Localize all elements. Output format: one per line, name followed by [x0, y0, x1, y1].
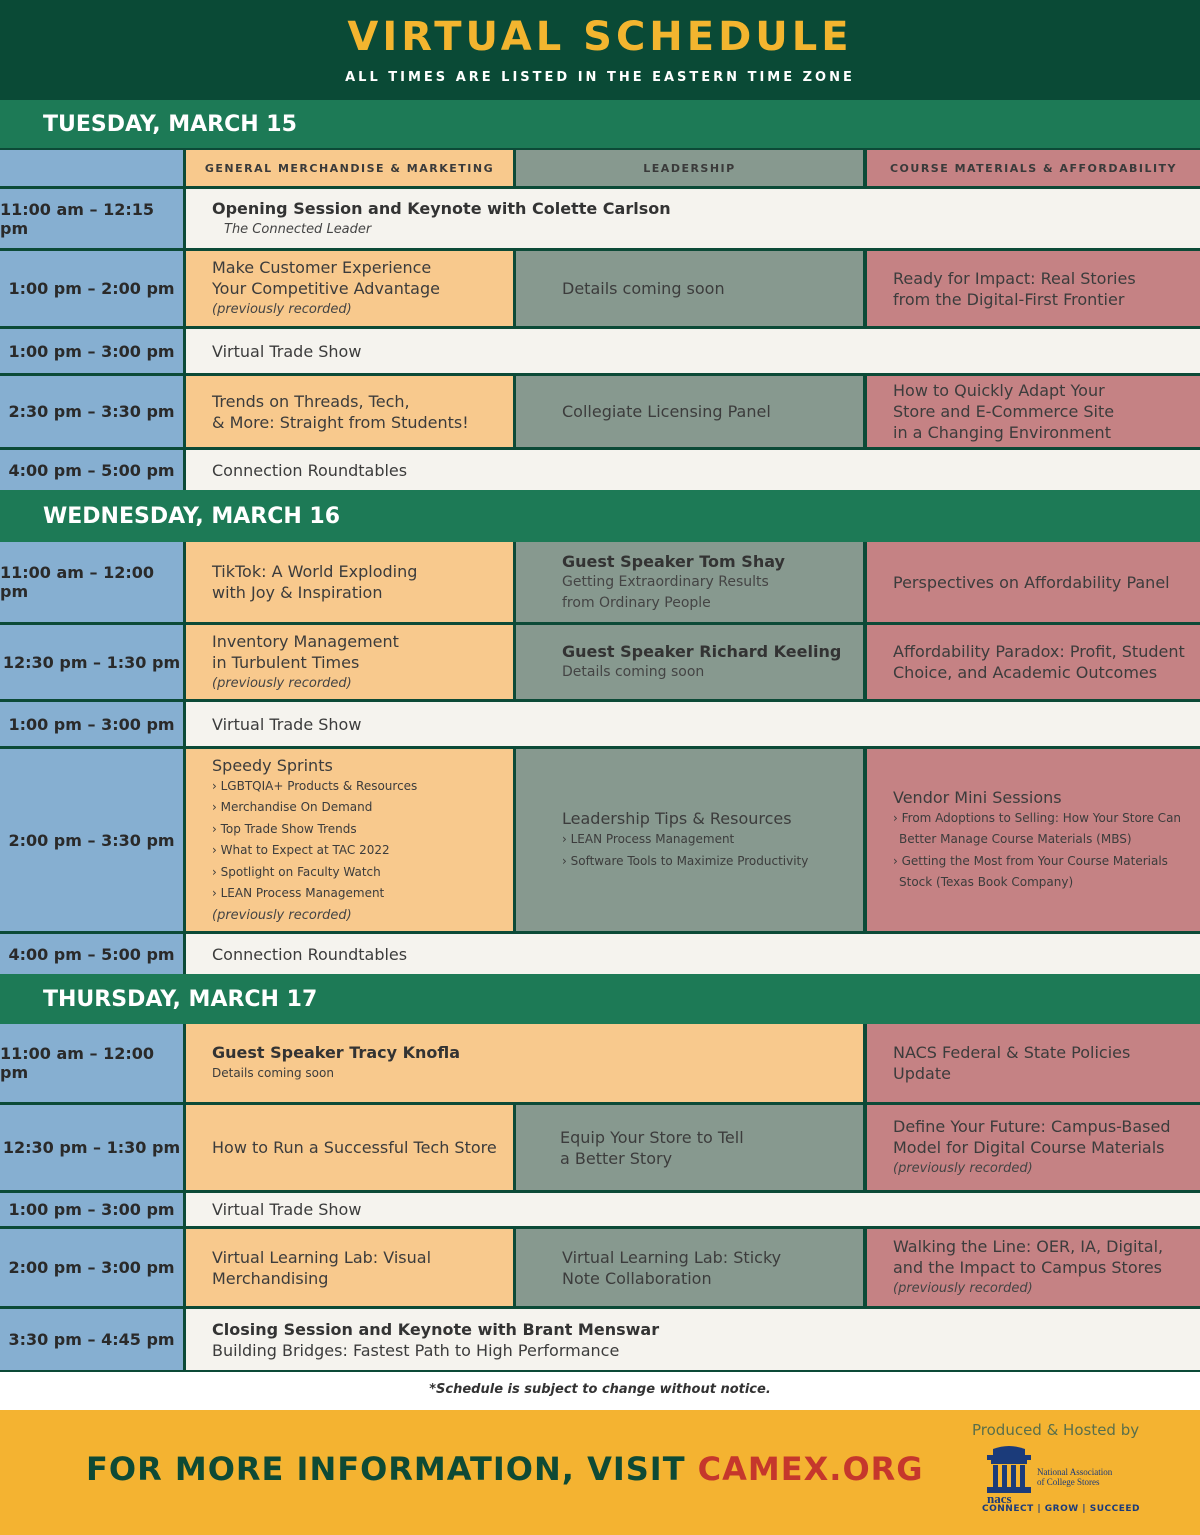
session-gm: [186, 625, 513, 699]
session-title-line: Make Customer Experience: [212, 258, 432, 277]
session-title-line: TikTok: A World Exploding: [212, 562, 418, 581]
list-item-continued: Better Manage Course Materials (MBS): [899, 832, 1132, 846]
session-connection-roundtables: [186, 934, 1200, 974]
time-slot: 1:00 pm – 3:00 pm: [0, 702, 183, 746]
time-slot: 1:00 pm – 3:00 pm: [0, 329, 183, 373]
time-slot: 2:00 pm – 3:30 pm: [0, 749, 183, 931]
session-title-line: Affordability Paradox: Profit, Student: [893, 642, 1185, 661]
session-subtitle: Details coming soon: [212, 1065, 334, 1080]
session-title: Perspectives on Affordability Panel: [893, 572, 1170, 592]
time-slot: 2:30 pm – 3:30 pm: [0, 376, 183, 447]
day-label: THURSDAY, MARCH 17: [43, 986, 318, 1012]
session-title-line: Walking the Line: OER, IA, Digital,: [893, 1237, 1164, 1256]
schedule-disclaimer: *Schedule is subject to change without notice.: [429, 1382, 771, 1397]
session-gm: [186, 251, 513, 326]
list-item: › LEAN Process Management: [562, 832, 735, 846]
session-title-line: Store and E-Commerce Site: [893, 402, 1115, 421]
session-leadership-tips: [516, 749, 863, 931]
session-course-materials: [867, 1229, 1200, 1306]
time-slot: 2:00 pm – 3:00 pm: [0, 1229, 183, 1306]
session-leadership: [516, 251, 863, 326]
time-slot: 11:00 am – 12:00 pm: [0, 1024, 183, 1102]
org-mark: nacs: [987, 1491, 1012, 1505]
session-title: Connection Roundtables: [212, 460, 408, 480]
session-title-line: Your Competitive Advantage: [212, 279, 440, 298]
session-title-line: Ready for Impact: Real Stories: [893, 268, 1136, 288]
session-gm: [186, 1229, 513, 1306]
session-title: Opening Session and Keynote with Colette Carlson: [212, 198, 671, 218]
session-title: Collegiate Licensing Panel: [562, 402, 771, 421]
time-slot: 11:00 am – 12:00 pm: [0, 542, 183, 622]
session-title: Virtual Trade Show: [212, 1200, 362, 1219]
session-course-materials: [867, 376, 1200, 447]
session-gm: [186, 376, 513, 447]
time-slot: 12:30 pm – 1:30 pm: [0, 625, 183, 699]
session-closing-keynote: [186, 1309, 1200, 1370]
session-title-line: Note Collaboration: [562, 1268, 712, 1288]
session-opening-keynote: [186, 189, 1200, 248]
session-virtual-trade-show: [186, 329, 1200, 373]
day-heading-tuesday: [0, 100, 1200, 148]
list-item: › LGBTQIA+ Products & Resources: [212, 778, 418, 793]
time-slot: 4:00 pm – 5:00 pm: [0, 934, 183, 974]
time-slot: 1:00 pm – 2:00 pm: [0, 251, 183, 326]
session-title-line: with Joy & Inspiration: [212, 583, 383, 602]
session-note: (previously recorded): [212, 907, 352, 923]
session-subtitle: Building Bridges: Fastest Path to High Performance: [212, 1340, 620, 1360]
list-item: › Spotlight on Faculty Watch: [212, 864, 381, 879]
org-tagline: CONNECT | GROW | SUCCEED: [982, 1504, 1140, 1514]
list-item: › Getting the Most from Your Course Materials: [893, 853, 1168, 868]
session-title: Guest Speaker Richard Keeling: [562, 642, 842, 661]
session-title-line: Merchandising: [212, 1268, 329, 1288]
time-slot: 4:00 pm – 5:00 pm: [0, 450, 183, 490]
session-title-line: Virtual Learning Lab: Visual: [212, 1247, 432, 1267]
time-slot: 12:30 pm – 1:30 pm: [0, 1105, 183, 1190]
session-title: How to Run a Successful Tech Store: [212, 1138, 497, 1157]
session-title: NACS Federal & State Policies Update: [893, 1043, 1131, 1083]
nacs-logo-icon: [985, 1445, 1125, 1505]
session-title-line: Choice, and Academic Outcomes: [893, 663, 1158, 682]
session-gm-speedy-sprints: [186, 749, 513, 931]
column-header-gm: GENERAL MERCHANDISE & MARKETING: [186, 150, 513, 186]
session-leadership: [516, 1105, 863, 1190]
session-title-line: a Better Story: [560, 1148, 673, 1168]
session-title-line: & More: Straight from Students!: [212, 412, 469, 432]
session-title-line: and the Impact to Campus Stores: [893, 1258, 1163, 1277]
session-title-line: in a Changing Environment: [893, 423, 1111, 442]
session-subtitle: The Connected Leader: [224, 221, 372, 237]
session-course-materials: [867, 542, 1200, 622]
footer: [0, 1410, 1200, 1535]
session-note: (previously recorded): [893, 1281, 1033, 1296]
session-title: Virtual Trade Show: [212, 341, 362, 361]
session-note: (previously recorded): [212, 302, 352, 317]
session-title-line: Define Your Future: Campus-Based: [893, 1117, 1171, 1136]
column-header-course-materials: COURSE MATERIALS & AFFORDABILITY: [867, 150, 1200, 186]
session-note: (previously recorded): [212, 675, 352, 691]
session-course-materials: [867, 625, 1200, 699]
footer-cta: [86, 1450, 924, 1488]
session-virtual-trade-show: [186, 1193, 1200, 1226]
column-header-leadership: LEADERSHIP: [516, 150, 863, 186]
session-gm: [186, 542, 513, 622]
header: [0, 0, 1200, 100]
day-label: WEDNESDAY, MARCH 16: [43, 503, 341, 529]
session-course-materials: [867, 1024, 1200, 1102]
session-title-line: Virtual Learning Lab: Sticky: [562, 1247, 782, 1267]
day-heading-wednesday: [0, 490, 1200, 542]
session-title: Details coming soon: [562, 279, 725, 298]
session-title: Connection Roundtables: [212, 944, 408, 964]
session-subtitle-line: Getting Extraordinary Results: [562, 573, 769, 590]
session-title-line: from the Digital-First Frontier: [893, 289, 1125, 309]
session-title-line: How to Quickly Adapt Your: [893, 381, 1105, 400]
list-item: › Merchandise On Demand: [212, 800, 373, 814]
session-title: Closing Session and Keynote with Brant Menswar: [212, 1319, 660, 1339]
session-leadership: [516, 1229, 863, 1306]
list-item: › LEAN Process Management: [212, 886, 385, 900]
session-title: Vendor Mini Sessions: [893, 787, 1062, 807]
session-subtitle-line: from Ordinary People: [562, 594, 711, 611]
session-course-materials: [867, 1105, 1200, 1190]
camex-link[interactable]: CAMEX.ORG: [697, 1450, 924, 1488]
list-item: › Software Tools to Maximize Productivity: [562, 853, 809, 868]
org-name-line2: of College Stores: [1037, 1477, 1100, 1487]
session-leadership: [516, 625, 863, 699]
time-slot: 1:00 pm – 3:00 pm: [0, 1193, 183, 1226]
session-title: Speedy Sprints: [212, 755, 333, 775]
list-item-continued: Stock (Texas Book Company): [899, 875, 1074, 889]
session-connection-roundtables: [186, 450, 1200, 490]
session-guest-speaker: [186, 1024, 863, 1102]
list-item: › From Adoptions to Selling: How Your Store Can: [893, 810, 1182, 825]
nacs-logo: [985, 1445, 1125, 1509]
cta-text: FOR MORE INFORMATION, VISIT: [86, 1450, 698, 1488]
session-title: Guest Speaker Tracy Knofla: [212, 1042, 461, 1062]
session-title-line: Inventory Management: [212, 631, 399, 651]
page-subtitle: ALL TIMES ARE LISTED IN THE EASTERN TIME ZONE: [345, 70, 855, 85]
session-leadership: [516, 376, 863, 447]
time-slot: 3:30 pm – 4:45 pm: [0, 1309, 183, 1370]
day-label: TUESDAY, MARCH 15: [43, 111, 297, 137]
time-slot: 11:00 am – 12:15 pm: [0, 189, 183, 248]
session-course-materials: [867, 251, 1200, 326]
session-note: (previously recorded): [893, 1161, 1033, 1176]
session-title-line: in Turbulent Times: [212, 652, 360, 672]
session-vendor-mini-sessions: [867, 749, 1200, 931]
session-title-line: Model for Digital Course Materials: [893, 1138, 1165, 1157]
list-item: › What to Expect at TAC 2022: [212, 843, 390, 857]
session-title-line: Equip Your Store to Tell: [560, 1127, 744, 1147]
column-header-time: [0, 150, 183, 186]
session-title: Leadership Tips & Resources: [562, 809, 792, 828]
session-subtitle: Details coming soon: [562, 664, 705, 680]
session-title: Virtual Trade Show: [212, 714, 362, 734]
session-title: Guest Speaker Tom Shay: [562, 551, 785, 571]
day-heading-thursday: [0, 974, 1200, 1024]
list-item: › Top Trade Show Trends: [212, 821, 357, 836]
session-title-line: Trends on Threads, Tech,: [212, 391, 410, 411]
session-leadership: [516, 542, 863, 622]
page-title: VIRTUAL SCHEDULE: [347, 14, 853, 60]
session-virtual-trade-show: [186, 702, 1200, 746]
org-name-line1: National Association: [1037, 1467, 1113, 1477]
produced-by-label: Produced & Hosted by: [972, 1421, 1140, 1439]
session-gm: [186, 1105, 513, 1190]
